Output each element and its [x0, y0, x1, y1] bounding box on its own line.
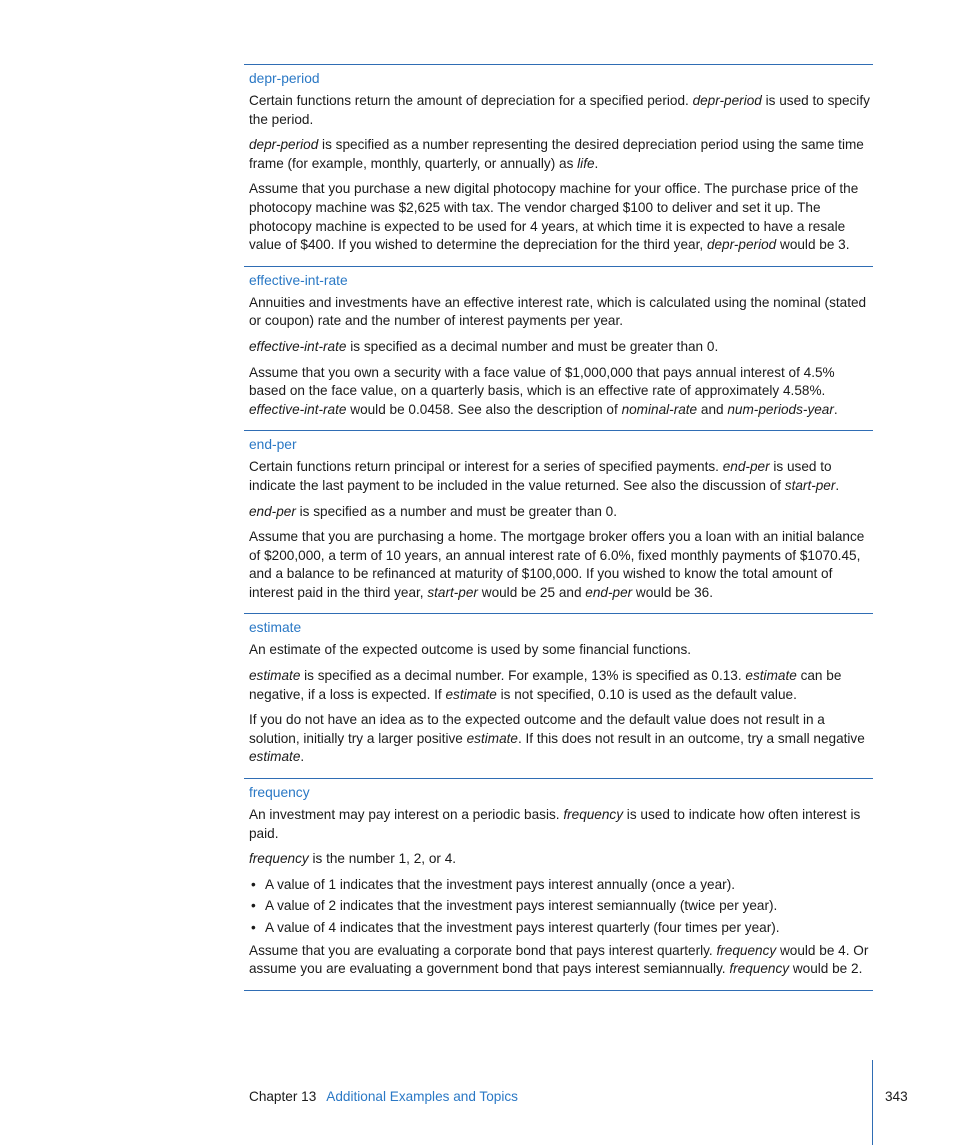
term-paragraph: effective-int-rate is specified as a decimal number and must be greater than 0. — [249, 338, 719, 354]
term-paragraph: depr-period is specified as a number representing the desired depreciation period using the same time frame (for example, monthly, quarterly, or annually) as life. — [249, 137, 864, 171]
bullet-list — [249, 876, 873, 938]
footer-divider — [872, 1060, 873, 1145]
term-paragraph: frequency is the number 1, 2, or 4. — [249, 851, 457, 867]
term-heading: effective-int-rate — [249, 272, 348, 288]
footer-chapter-title[interactable]: Additional Examples and Topics — [326, 1089, 518, 1104]
bullet-icon: • — [251, 898, 256, 914]
term-paragraph: estimate is specified as a decimal number. For example, 13% is specified as 0.13. estimate can be negative, if a loss is expected. If estimate is not specified, 0.10 is used as the default value. — [249, 668, 842, 702]
bullet-icon: • — [251, 920, 256, 935]
term-paragraph: Certain functions return principal or interest for a series of specified payments. end-per is used to indicate the last payment to be included in the value returned. See also the discussion of start-per. — [249, 459, 840, 493]
bullet-icon: • — [251, 876, 256, 892]
term-paragraph: Assume that you are purchasing a home. The mortgage broker offers you a loan with an initial balance of $200,000, a term of 10 years, an annual interest rate of 6.0%, fixed monthly payments of $1070.45, and a balance to be refinanced at maturity of $100,000. If you wished to know the total amount of interest paid in the third year, start-per would be 25 and end-per would be 36. — [249, 529, 865, 600]
term-paragraph: Assume that you purchase a new digital photocopy machine for your office. The purchase price of the photocopy machine was $2,625 with tax. The vendor charged $100 to deliver and set it up. The photocopy machine is expected to be used for 4 years, at which time it is expected to have a resale value of $400. If you wished to determine the depreciation for the third year, depr-period would be 3. — [249, 181, 859, 253]
term-heading: estimate — [249, 620, 302, 636]
glossary-entry — [244, 266, 873, 431]
bullet-text: A value of 4 indicates that the investment pays interest quarterly (four times per year). — [265, 920, 780, 935]
bullet-item — [249, 919, 873, 938]
glossary-entry — [244, 778, 873, 991]
bullet-text: A value of 1 indicates that the investment pays interest annually (once a year). — [265, 876, 736, 892]
term-paragraph: Assume that you are evaluating a corporate bond that pays interest quarterly. frequency would be 4. Or assume you are evaluating a government bond that pays interest semiannually. frequency would be 2. — [249, 942, 869, 977]
bullet-text: A value of 2 indicates that the investment pays interest semiannually (twice per year). — [265, 898, 778, 914]
term-paragraph: An estimate of the expected outcome is used by some financial functions. — [249, 642, 692, 658]
glossary-entry — [244, 64, 873, 266]
footer-chapter: Chapter 13 — [249, 1089, 317, 1104]
glossary-entry — [244, 613, 873, 778]
term-paragraph: Annuities and investments have an effective interest rate, which is calculated using the nominal (stated or coupon) rate and the number of interest payments per year. — [249, 294, 867, 329]
glossary-entry — [244, 430, 873, 613]
term-paragraph: If you do not have an idea as to the expected outcome and the default value does not result in a solution, initially try a larger positive estimate. If this does not result in an outcome, try a small negative estimate. — [249, 712, 865, 765]
term-heading: depr-period — [249, 71, 320, 86]
term-heading: end-per — [249, 437, 297, 453]
term-paragraph: Assume that you own a security with a face value of $1,000,000 that pays annual interest of 4.5% based on the face value, on a quarterly basis, which is an effective rate of approximately 4.58%. effective-int-rate would be 0.0458. See also the description of nominal-rate and num-periods-year. — [249, 364, 838, 417]
term-paragraph: Certain functions return the amount of depreciation for a specified period. depr-period is used to specify the period. — [249, 93, 870, 127]
term-paragraph: end-per is specified as a number and must be greater than 0. — [249, 503, 618, 519]
page-number: 343 — [885, 1089, 908, 1104]
term-heading: frequency — [249, 785, 310, 801]
term-paragraph: An investment may pay interest on a periodic basis. frequency is used to indicate how often interest is paid. — [249, 807, 861, 841]
bullet-item — [249, 897, 873, 916]
page-footer — [249, 1088, 518, 1106]
bullet-item — [249, 876, 873, 895]
glossary-content — [244, 64, 873, 991]
